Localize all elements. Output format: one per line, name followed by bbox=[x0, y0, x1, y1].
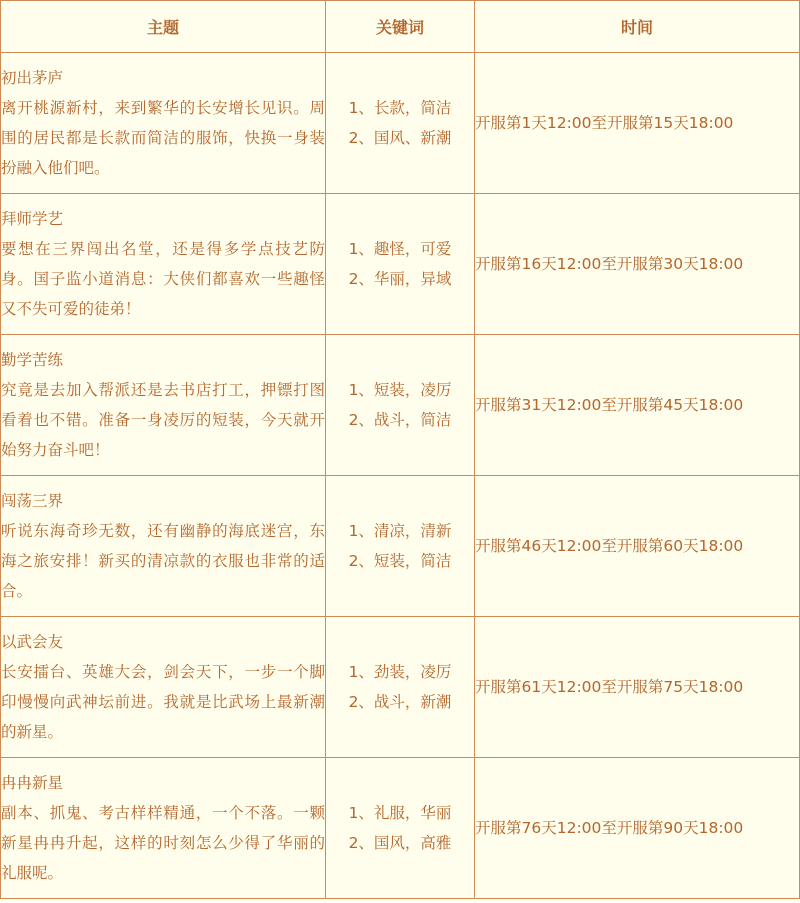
theme-title: 冉冉新星 bbox=[1, 774, 64, 792]
keyword-line-2: 2、短装，简洁 bbox=[348, 552, 452, 570]
keywords-cell bbox=[326, 476, 475, 617]
theme-description: 副本、抓鬼、考古样样精通，一个不落。一颗新星冉冉升起，这样的时刻怎么少得了华丽的礼服呢。 bbox=[1, 804, 325, 882]
theme-description: 究竟是去加入帮派还是去书店打工，押镖打图看着也不错。准备一身凌厉的短装，今天就开始努力奋斗吧！ bbox=[1, 381, 325, 459]
time-cell: 开服第46天12:00至开服第60天18:00 bbox=[475, 476, 800, 617]
time-cell: 开服第31天12:00至开服第45天18:00 bbox=[475, 335, 800, 476]
keywords-cell bbox=[326, 194, 475, 335]
table-row bbox=[1, 758, 800, 899]
keyword-line-2: 2、华丽，异域 bbox=[348, 270, 452, 288]
table-row bbox=[1, 53, 800, 194]
keyword-line-1: 1、劲装，凌厉 bbox=[348, 663, 452, 681]
time-cell: 开服第61天12:00至开服第75天18:00 bbox=[475, 617, 800, 758]
time-cell: 开服第16天12:00至开服第30天18:00 bbox=[475, 194, 800, 335]
theme-description: 离开桃源新村，来到繁华的长安增长见识。周围的居民都是长款而简洁的服饰，快换一身装扮融入他们吧。 bbox=[1, 99, 325, 177]
header-keywords: 关键词 bbox=[326, 1, 475, 53]
keyword-line-2: 2、国风、新潮 bbox=[348, 129, 452, 147]
keyword-line-2: 2、国风，高雅 bbox=[348, 834, 452, 852]
keyword-line-1: 1、短装，凌厉 bbox=[348, 381, 452, 399]
table-row bbox=[1, 194, 800, 335]
time-cell: 开服第1天12:00至开服第15天18:00 bbox=[475, 53, 800, 194]
header-theme: 主题 bbox=[1, 1, 326, 53]
table-header-row bbox=[1, 1, 800, 53]
time-cell: 开服第76天12:00至开服第90天18:00 bbox=[475, 758, 800, 899]
keyword-line-1: 1、清凉，清新 bbox=[348, 522, 452, 540]
theme-cell bbox=[1, 194, 326, 335]
theme-title: 拜师学艺 bbox=[1, 210, 64, 228]
keyword-line-1: 1、长款，简洁 bbox=[348, 99, 452, 117]
header-time: 时间 bbox=[475, 1, 800, 53]
table-row bbox=[1, 617, 800, 758]
theme-title: 勤学苦练 bbox=[1, 351, 64, 369]
keywords-cell bbox=[326, 758, 475, 899]
theme-cell bbox=[1, 476, 326, 617]
theme-title: 闯荡三界 bbox=[1, 492, 64, 510]
keyword-line-1: 1、趣怪，可爱 bbox=[348, 240, 452, 258]
keyword-line-1: 1、礼服，华丽 bbox=[348, 804, 452, 822]
theme-description: 长安擂台、英雄大会，剑会天下，一步一个脚印慢慢向武神坛前进。我就是比武场上最新潮的新星。 bbox=[1, 663, 325, 741]
theme-title: 以武会友 bbox=[1, 633, 64, 651]
keyword-line-2: 2、战斗，新潮 bbox=[348, 693, 452, 711]
keywords-cell bbox=[326, 53, 475, 194]
theme-description: 听说东海奇珍无数，还有幽静的海底迷宫，东海之旅安排！新买的清凉款的衣服也非常的适合。 bbox=[1, 522, 325, 600]
theme-title: 初出茅庐 bbox=[1, 69, 64, 87]
theme-cell bbox=[1, 758, 326, 899]
table-row bbox=[1, 335, 800, 476]
theme-cell bbox=[1, 335, 326, 476]
keywords-cell bbox=[326, 617, 475, 758]
theme-cell bbox=[1, 53, 326, 194]
theme-description: 要想在三界闯出名堂，还是得多学点技艺防身。国子监小道消息：大侠们都喜欢一些趣怪又不失可爱的徒弟！ bbox=[1, 240, 325, 318]
keywords-cell bbox=[326, 335, 475, 476]
table-row bbox=[1, 476, 800, 617]
keyword-line-2: 2、战斗，简洁 bbox=[348, 411, 452, 429]
theme-cell bbox=[1, 617, 326, 758]
